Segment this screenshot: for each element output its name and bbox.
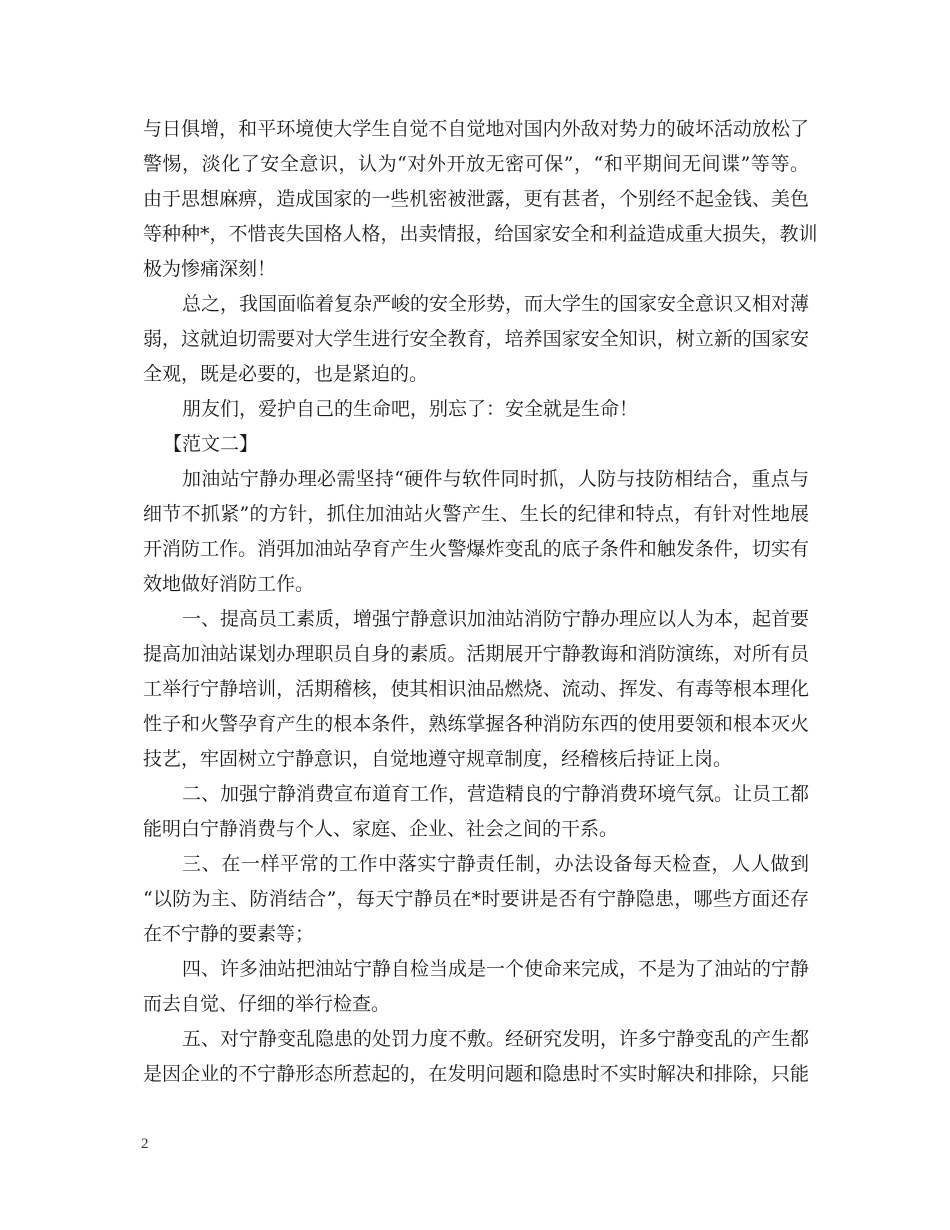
paragraph-start-line: 朋友们，爱护自己的生命吧，别忘了：安全就是生命！	[182, 398, 639, 420]
text-line: 细节不抓紧”的方针，抓住加油站火警产生、生长的纪律和特点，有针对性地展	[143, 503, 809, 525]
paragraph-start-line: 二、加强宁静消费宣布道育工作，营造精良的宁静消费环境气氛。让员工都	[182, 783, 810, 805]
text-line: 极为惨痛深刻！	[143, 258, 277, 280]
text-line: 警惕，淡化了安全意识，认为“对外开放无密可保”，“和平期间无间谍”等等。	[143, 153, 809, 175]
paragraph-start-line: 四、许多油站把油站宁静自检当成是一个使命来完成，不是为了油站的宁静	[182, 958, 810, 980]
text-line: 而去自觉、仔细的举行检查。	[143, 993, 391, 1015]
section-heading: 【范文二】	[163, 433, 259, 455]
text-line: 等种种*，不惜丧失国格人格，出卖情报，给国家安全和利益造成重大损失，教训	[143, 223, 818, 245]
text-line: 提高加油站谋划办理职员自身的素质。活期展开宁静教诲和消防演练，对所有员	[143, 643, 809, 665]
text-line: 性子和火警孕育产生的根本条件，熟练掌握各种消防东西的使用要领和根本灭火	[143, 713, 809, 735]
paragraph-start-line: 加油站宁静办理必需坚持“硬件与软件同时抓，人防与技防相结合，重点与	[182, 468, 809, 490]
paragraph-start-line: 总之，我国面临着复杂严峻的安全形势，而大学生的国家安全意识又相对薄	[182, 293, 810, 315]
text-line: 效地做好消防工作。	[143, 573, 315, 595]
text-line: 由于思想麻痹，造成国家的一些机密被泄露，更有甚者，个别经不起金钱、美色	[143, 188, 809, 210]
text-line: 在不宁静的要素等；	[143, 923, 315, 945]
paragraph-start-line: 五、对宁静变乱隐患的处罚力度不敷。经研究发明，许多宁静变乱的产生都	[182, 1028, 810, 1050]
page-number: 2	[141, 1136, 149, 1152]
text-line: 全观，既是必要的，也是紧迫的。	[143, 363, 429, 385]
text-line: “以防为主、防消结合”，每天宁静员在*时要讲是否有宁静隐患，哪些方面还存	[143, 888, 809, 910]
text-line: 能明白宁静消费与个人、家庭、企业、社会之间的干系。	[143, 818, 619, 840]
text-line: 技艺，牢固树立宁静意识，自觉地遵守规章制度，经稽核后持证上岗。	[143, 748, 733, 770]
text-line: 弱，这就迫切需要对大学生进行安全教育，培养国家安全知识，树立新的国家安	[143, 328, 809, 350]
paragraph-start-line: 三、在一样平常的工作中落实宁静责任制，办法设备每天检查，人人做到	[182, 853, 809, 875]
text-line: 工举行宁静培训，活期稽核，使其相识油品燃烧、流动、挥发、有毒等根本理化	[143, 678, 809, 700]
text-line: 开消防工作。消弭加油站孕育产生火警爆炸变乱的底子条件和触发条件，切实有	[143, 538, 809, 560]
text-line: 是因企业的不宁静形态所惹起的，在发明问题和隐患时不实时解决和排除，只能	[143, 1063, 809, 1085]
document-body	[143, 112, 818, 1092]
text-line: 与日俱增，和平环境使大学生自觉不自觉地对国内外敌对势力的破坏活动放松了	[143, 118, 809, 140]
paragraph-start-line: 一、提高员工素质，增强宁静意识加油站消防宁静办理应以人为本，起首要	[182, 608, 810, 630]
